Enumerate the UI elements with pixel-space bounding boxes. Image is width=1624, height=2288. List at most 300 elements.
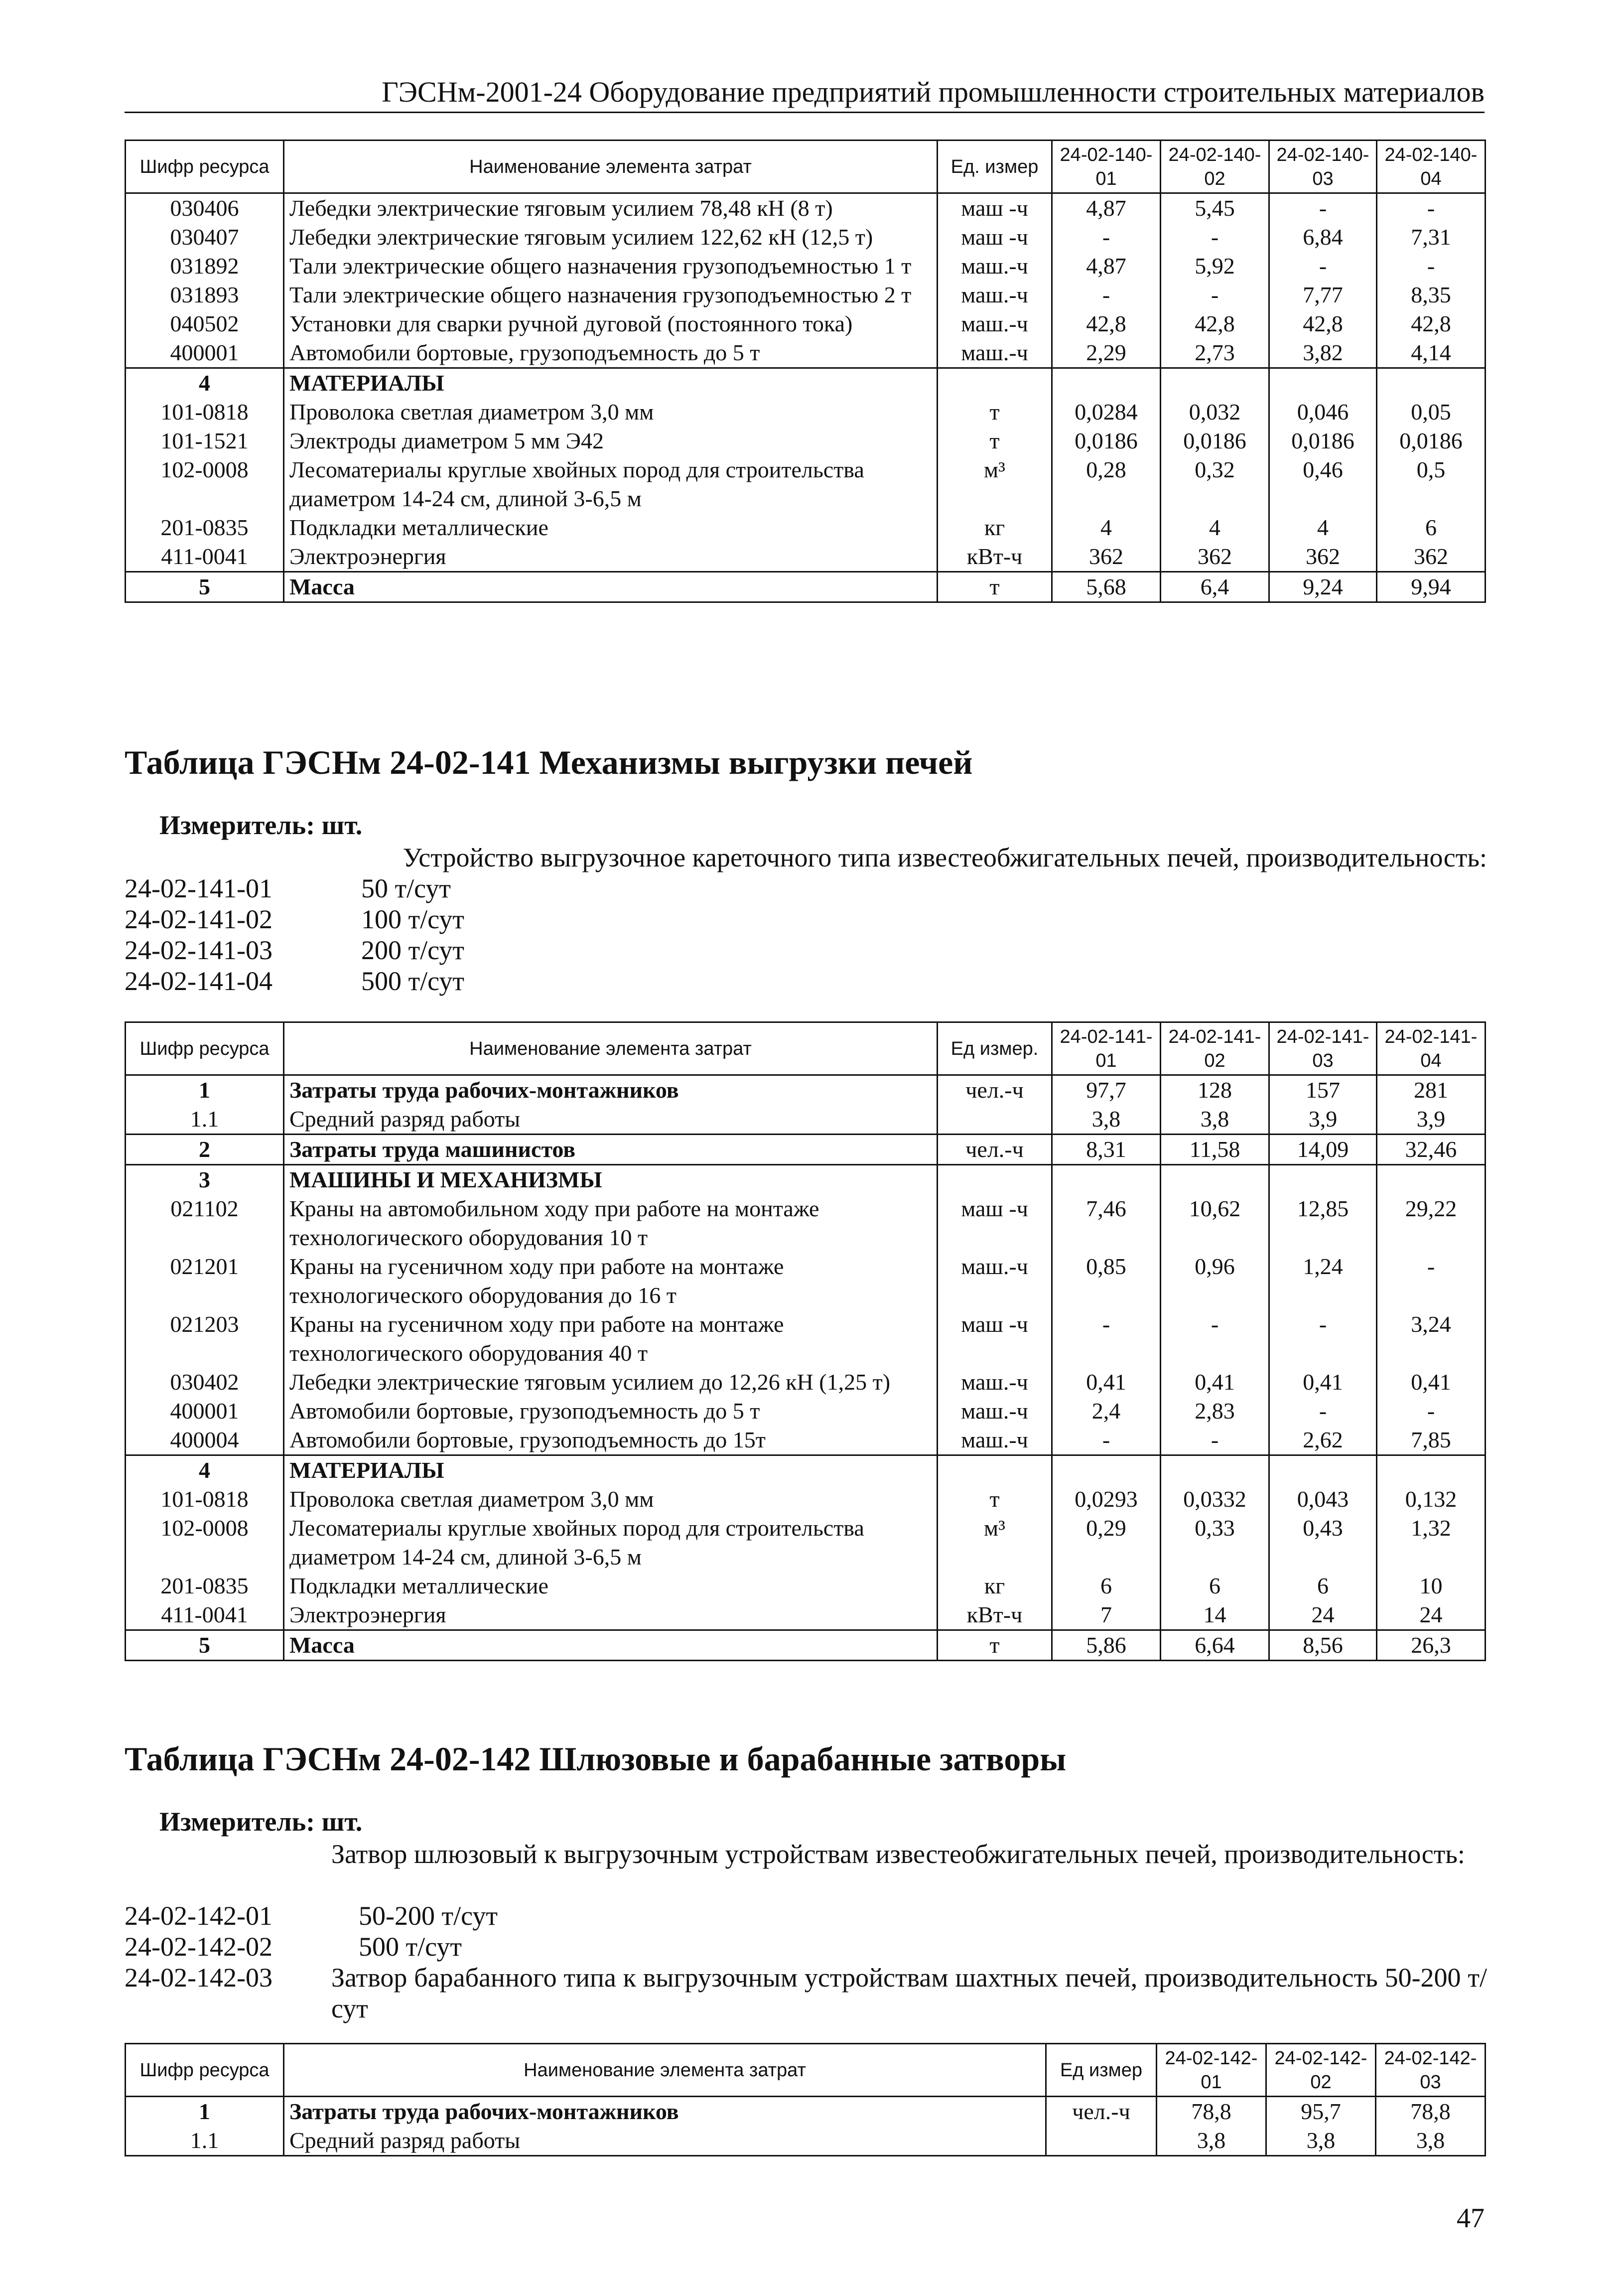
header-cell: 24-02-140-01 (1052, 141, 1161, 193)
value-cell: 0,046 (1269, 398, 1377, 427)
cost-element-name: МАТЕРИАЛЫ (284, 1455, 938, 1485)
value-cell: - (1377, 252, 1486, 281)
unit-cell (938, 368, 1052, 398)
resource-code: 101-0818 (126, 398, 284, 427)
table-row (126, 1075, 1486, 1105)
value-cell: 0,85 (1052, 1252, 1161, 1310)
variant-item (125, 1962, 1487, 2024)
unit-cell: маш.-ч (938, 1426, 1052, 1455)
table-row (126, 368, 1486, 398)
cost-element-name: Затраты труда рабочих-монтажников (284, 2097, 1046, 2127)
resource-code: 1.1 (126, 1105, 284, 1135)
value-cell: 4 (1052, 513, 1161, 542)
header-cell: 24-02-142-03 (1376, 2044, 1486, 2097)
resource-code: 031892 (126, 252, 284, 281)
value-cell: 24 (1269, 1600, 1377, 1630)
header-cell: Шифр ресурса (126, 141, 284, 193)
value-cell: 0,96 (1161, 1252, 1269, 1310)
variant-text: Затвор барабанного типа к выгрузочным устройствам шахтных печей, производительность 50-200 т/сут (331, 1963, 1487, 2023)
value-cell: - (1269, 1310, 1377, 1368)
unit-cell (938, 1455, 1052, 1485)
unit-cell: маш.-ч (938, 1397, 1052, 1426)
unit-cell (1046, 2126, 1157, 2156)
value-cell: 1,32 (1377, 1514, 1486, 1572)
value-cell: 5,68 (1052, 572, 1161, 602)
table-row (126, 427, 1486, 455)
value-cell: 1,24 (1269, 1252, 1377, 1310)
resource-code: 400001 (126, 338, 284, 368)
value-cell: 32,46 (1377, 1135, 1486, 1165)
cost-element-name: Автомобили бортовые, грузоподъемность до 5 т (284, 1397, 938, 1426)
value-cell: 3,8 (1266, 2126, 1376, 2156)
value-cell: 8,35 (1377, 281, 1486, 309)
resource-code: 1.1 (126, 2126, 284, 2156)
value-cell: - (1269, 252, 1377, 281)
variant-text: 500 т/сут (359, 1932, 462, 1962)
value-cell: 0,0293 (1052, 1485, 1161, 1514)
value-cell: 29,22 (1377, 1194, 1486, 1252)
meter-value: шт. (321, 810, 363, 840)
table-row (126, 455, 1486, 513)
unit-cell (938, 1165, 1052, 1195)
unit-cell: маш -ч (938, 1310, 1052, 1368)
unit-cell: т (938, 572, 1052, 602)
unit-cell: кВт-ч (938, 542, 1052, 572)
cost-element-name: МАТЕРИАЛЫ (284, 368, 938, 398)
table-row (126, 1572, 1486, 1600)
unit-cell: т (938, 427, 1052, 455)
value-cell: 42,8 (1052, 309, 1161, 338)
resource-code: 3 (126, 1165, 284, 1195)
value-cell: 0,132 (1377, 1485, 1486, 1514)
table-row (126, 309, 1486, 338)
value-cell: - (1052, 281, 1161, 309)
value-cell: 14 (1161, 1600, 1269, 1630)
resource-code: 040502 (126, 309, 284, 338)
resource-code: 400001 (126, 1397, 284, 1426)
variant-item (125, 1900, 1487, 1931)
resource-code: 1 (126, 1075, 284, 1105)
unit-cell: кг (938, 1572, 1052, 1600)
value-cell: 0,41 (1377, 1368, 1486, 1397)
cost-element-name: Подкладки металлические (284, 513, 938, 542)
resource-code: 021203 (126, 1310, 284, 1368)
resource-code: 4 (126, 368, 284, 398)
value-cell: 3,9 (1377, 1105, 1486, 1135)
table-row (126, 223, 1486, 252)
value-cell: 0,32 (1161, 455, 1269, 513)
resource-table-142 (125, 2043, 1486, 2156)
table-row (126, 1368, 1486, 1397)
value-cell: 0,28 (1052, 455, 1161, 513)
value-cell: 0,0186 (1052, 427, 1161, 455)
variant-code: 24-02-142-03 (125, 1963, 272, 1993)
header-cell: Наименование элемента затрат (284, 2044, 1046, 2097)
value-cell: 9,94 (1377, 572, 1486, 602)
unit-cell: маш.-ч (938, 252, 1052, 281)
variant-text: 200 т/сут (361, 935, 464, 965)
resource-code: 2 (126, 1135, 284, 1165)
resource-code: 400004 (126, 1426, 284, 1455)
cost-element-name: Установки для сварки ручной дуговой (постоянного тока) (284, 309, 938, 338)
value-cell: 2,73 (1161, 338, 1269, 368)
running-header: ГЭСНм-2001-24 Оборудование предприятий промышленности строительных материалов (125, 75, 1485, 113)
value-cell: - (1161, 1426, 1269, 1455)
table-title-142: Таблица ГЭСНм 24-02-142 Шлюзовые и барабанные затворы (125, 1740, 1067, 1778)
table-title-141: Таблица ГЭСНм 24-02-141 Механизмы выгрузки печей (125, 743, 973, 781)
cost-element-name: Тали электрические общего назначения грузоподъемностью 1 т (284, 252, 938, 281)
unit-cell: т (938, 1485, 1052, 1514)
value-cell: 42,8 (1269, 309, 1377, 338)
value-cell: 3,24 (1377, 1310, 1486, 1368)
value-cell: - (1161, 223, 1269, 252)
table-row (126, 1514, 1486, 1572)
resource-code: 101-1521 (126, 427, 284, 455)
resource-code: 201-0835 (126, 1572, 284, 1600)
unit-cell: чел.-ч (938, 1075, 1052, 1105)
cost-element-name: Краны на автомобильном ходу при работе на монтаже технологического оборудования 10 т (284, 1194, 938, 1252)
resource-code: 030406 (126, 193, 284, 223)
value-cell: - (1377, 1252, 1486, 1310)
value-cell: 7 (1052, 1600, 1161, 1630)
value-cell: 4 (1161, 513, 1269, 542)
value-cell: 12,85 (1269, 1194, 1377, 1252)
value-cell (1377, 1165, 1486, 1195)
variant-item (125, 873, 464, 904)
cost-element-name: Тали электрические общего назначения грузоподъемностью 2 т (284, 281, 938, 309)
description-142: Затвор шлюзовый к выгрузочным устройствам известеобжигательных печей, производительность: (331, 1839, 1465, 1869)
value-cell: 2,83 (1161, 1397, 1269, 1426)
resource-code: 030407 (126, 223, 284, 252)
cost-element-name: МАШИНЫ И МЕХАНИЗМЫ (284, 1165, 938, 1195)
cost-element-name: Лесоматериалы круглые хвойных пород для строительства диаметром 14-24 см, длиной 3-6,5 м (284, 455, 938, 513)
table-row (126, 1600, 1486, 1630)
resource-code: 021201 (126, 1252, 284, 1310)
table-row (126, 1397, 1486, 1426)
value-cell: 0,5 (1377, 455, 1486, 513)
unit-cell: кг (938, 513, 1052, 542)
value-cell (1269, 1455, 1377, 1485)
table-row (126, 542, 1486, 572)
variant-item (125, 904, 464, 935)
resource-code: 102-0008 (126, 1514, 284, 1572)
table-row (126, 252, 1486, 281)
variant-text: 500 т/сут (361, 966, 464, 996)
cost-element-name: Автомобили бортовые, грузоподъемность до 15т (284, 1426, 938, 1455)
value-cell: 0,33 (1161, 1514, 1269, 1572)
variant-list-142 (125, 1900, 1487, 2024)
table-row (126, 1426, 1486, 1455)
value-cell: 10,62 (1161, 1194, 1269, 1252)
value-cell: 362 (1161, 542, 1269, 572)
header-cell: Ед. измер (938, 141, 1052, 193)
variant-text: 100 т/сут (361, 904, 464, 934)
table-row (126, 2126, 1486, 2156)
unit-cell: м³ (938, 455, 1052, 513)
cost-element-name: Масса (284, 1630, 938, 1661)
header-cell: Шифр ресурса (126, 2044, 284, 2097)
resource-code: 030402 (126, 1368, 284, 1397)
header-cell: Шифр ресурса (126, 1022, 284, 1075)
header-cell: 24-02-142-02 (1266, 2044, 1376, 2097)
value-cell: 362 (1052, 542, 1161, 572)
variant-text: 50 т/сут (361, 873, 451, 903)
value-cell: - (1377, 193, 1486, 223)
header-cell: 24-02-141-03 (1269, 1022, 1377, 1075)
table-row (126, 1485, 1486, 1514)
unit-cell: маш.-ч (938, 1252, 1052, 1310)
value-cell: 9,24 (1269, 572, 1377, 602)
value-cell: 6 (1377, 513, 1486, 542)
cost-element-name: Средний разряд работы (284, 1105, 938, 1135)
value-cell (1377, 1455, 1486, 1485)
value-cell: 3,8 (1157, 2126, 1266, 2156)
value-cell: 3,8 (1376, 2126, 1486, 2156)
value-cell: 0,43 (1269, 1514, 1377, 1572)
header-cell: 24-02-140-04 (1377, 141, 1486, 193)
cost-element-name: Краны на гусеничном ходу при работе на монтаже технологического оборудования до 16 т (284, 1252, 938, 1310)
cost-element-name: Краны на гусеничном ходу при работе на монтаже технологического оборудования 40 т (284, 1310, 938, 1368)
unit-cell: кВт-ч (938, 1600, 1052, 1630)
value-cell (1269, 1165, 1377, 1195)
unit-cell: маш.-ч (938, 338, 1052, 368)
value-cell: 4,87 (1052, 252, 1161, 281)
resource-code: 5 (126, 572, 284, 602)
header-cell: 24-02-141-02 (1161, 1022, 1269, 1075)
meter-142 (159, 1806, 362, 1837)
value-cell: - (1052, 223, 1161, 252)
value-cell: 42,8 (1161, 309, 1269, 338)
unit-cell: маш.-ч (938, 1368, 1052, 1397)
value-cell: 10 (1377, 1572, 1486, 1600)
value-cell: 0,29 (1052, 1514, 1161, 1572)
cost-element-name: Лебедки электрические тяговым усилием 78,48 кН (8 т) (284, 193, 938, 223)
cost-element-name: Масса (284, 572, 938, 602)
table-row (126, 1455, 1486, 1485)
value-cell: - (1161, 1310, 1269, 1368)
value-cell: - (1052, 1426, 1161, 1455)
value-cell: - (1052, 1310, 1161, 1368)
value-cell: 157 (1269, 1075, 1377, 1105)
value-cell: 0,0332 (1161, 1485, 1269, 1514)
value-cell: 2,29 (1052, 338, 1161, 368)
header-cell: 24-02-142-01 (1157, 2044, 1266, 2097)
table-row (126, 1194, 1486, 1252)
page-number: 47 (1457, 2203, 1485, 2234)
value-cell: 7,85 (1377, 1426, 1486, 1455)
value-cell: 3,9 (1269, 1105, 1377, 1135)
value-cell: 0,05 (1377, 398, 1486, 427)
value-cell: 14,09 (1269, 1135, 1377, 1165)
table-row (126, 193, 1486, 223)
value-cell: 281 (1377, 1075, 1486, 1105)
variant-code: 24-02-142-01 (125, 1901, 272, 1931)
table-row (126, 1135, 1486, 1165)
value-cell: 3,82 (1269, 338, 1377, 368)
variant-code: 24-02-141-01 (125, 873, 272, 903)
header-cell: Ед измер. (938, 1022, 1052, 1075)
value-cell: 6 (1161, 1572, 1269, 1600)
value-cell: 11,58 (1161, 1135, 1269, 1165)
value-cell: 3,8 (1161, 1105, 1269, 1135)
value-cell: 42,8 (1377, 309, 1486, 338)
value-cell: 26,3 (1377, 1630, 1486, 1661)
value-cell: 6,84 (1269, 223, 1377, 252)
value-cell: 8,31 (1052, 1135, 1161, 1165)
value-cell (1052, 368, 1161, 398)
resource-code: 5 (126, 1630, 284, 1661)
header-cell: Наименование элемента затрат (284, 141, 938, 193)
value-cell: 2,4 (1052, 1397, 1161, 1426)
variant-code: 24-02-141-02 (125, 904, 272, 934)
header-cell: Ед измер (1046, 2044, 1157, 2097)
cost-element-name: Проволока светлая диаметром 3,0 мм (284, 1485, 938, 1514)
table-row (126, 1252, 1486, 1310)
value-cell: 95,7 (1266, 2097, 1376, 2127)
value-cell: 0,41 (1161, 1368, 1269, 1397)
cost-element-name: Лебедки электрические тяговым усилием до 12,26 кН (1,25 т) (284, 1368, 938, 1397)
resource-code: 101-0818 (126, 1485, 284, 1514)
value-cell: 97,7 (1052, 1075, 1161, 1105)
resource-code: 201-0835 (126, 513, 284, 542)
value-cell: 6,64 (1161, 1630, 1269, 1661)
value-cell: 78,8 (1376, 2097, 1486, 2127)
value-cell: - (1161, 281, 1269, 309)
variant-code: 24-02-141-03 (125, 935, 272, 965)
cost-element-name: Электроды диаметром 5 мм Э42 (284, 427, 938, 455)
meter-label: Измеритель: (159, 810, 315, 840)
resource-code: 021102 (126, 1194, 284, 1252)
table-row (126, 398, 1486, 427)
header-cell: 24-02-141-04 (1377, 1022, 1486, 1075)
value-cell: - (1377, 1397, 1486, 1426)
cost-element-name: Лесоматериалы круглые хвойных пород для строительства диаметром 14-24 см, длиной 3-6,5 м (284, 1514, 938, 1572)
value-cell (1161, 368, 1269, 398)
value-cell: 362 (1269, 542, 1377, 572)
table-row (126, 1165, 1486, 1195)
value-cell: 0,0186 (1269, 427, 1377, 455)
table-row (126, 281, 1486, 309)
header-cell: 24-02-140-02 (1161, 141, 1269, 193)
value-cell (1377, 368, 1486, 398)
variant-item (125, 935, 464, 966)
value-cell (1161, 1165, 1269, 1195)
value-cell: 0,0186 (1161, 427, 1269, 455)
table-row (126, 1630, 1486, 1661)
header-cell: Наименование элемента затрат (284, 1022, 938, 1075)
value-cell (1161, 1455, 1269, 1485)
cost-element-name: Подкладки металлические (284, 1572, 938, 1600)
unit-cell: маш.-ч (938, 309, 1052, 338)
resource-code: 1 (126, 2097, 284, 2127)
meter-value: шт. (321, 1807, 363, 1837)
cost-element-name: Затраты труда рабочих-монтажников (284, 1075, 938, 1105)
value-cell: 362 (1377, 542, 1486, 572)
meter-label: Измеритель: (159, 1807, 315, 1837)
table-row (126, 1310, 1486, 1368)
cost-element-name: Электроэнергия (284, 1600, 938, 1630)
variant-code: 24-02-141-04 (125, 966, 272, 996)
unit-cell (938, 1105, 1052, 1135)
value-cell: 4 (1269, 513, 1377, 542)
value-cell: 0,46 (1269, 455, 1377, 513)
resource-table-140 (125, 140, 1486, 603)
description-141: Устройство выгрузочное кареточного типа известеобжигательных печей, производительность: (403, 843, 1487, 872)
value-cell: 0,0186 (1377, 427, 1486, 455)
cost-element-name: Затраты труда машинистов (284, 1135, 938, 1165)
value-cell: 3,8 (1052, 1105, 1161, 1135)
unit-cell: т (938, 398, 1052, 427)
value-cell: 0,043 (1269, 1485, 1377, 1514)
value-cell: 0,41 (1269, 1368, 1377, 1397)
value-cell: 78,8 (1157, 2097, 1266, 2127)
value-cell: 7,46 (1052, 1194, 1161, 1252)
value-cell: 5,92 (1161, 252, 1269, 281)
value-cell (1269, 368, 1377, 398)
header-cell: 24-02-140-03 (1269, 141, 1377, 193)
unit-cell: м³ (938, 1514, 1052, 1572)
value-cell: 4,14 (1377, 338, 1486, 368)
unit-cell: маш.-ч (938, 281, 1052, 309)
cost-element-name: Средний разряд работы (284, 2126, 1046, 2156)
value-cell: 0,0284 (1052, 398, 1161, 427)
table-row (126, 513, 1486, 542)
variant-code: 24-02-142-02 (125, 1932, 272, 1962)
unit-cell: маш -ч (938, 223, 1052, 252)
resource-code: 411-0041 (126, 1600, 284, 1630)
meter-141 (159, 810, 362, 841)
cost-element-name: Лебедки электрические тяговым усилием 122,62 кН (12,5 т) (284, 223, 938, 252)
table-row (126, 1105, 1486, 1135)
value-cell: - (1269, 193, 1377, 223)
value-cell: 7,31 (1377, 223, 1486, 252)
table-row (126, 2097, 1486, 2127)
value-cell: 2,62 (1269, 1426, 1377, 1455)
unit-cell: чел.-ч (938, 1135, 1052, 1165)
value-cell (1052, 1455, 1161, 1485)
variant-item (125, 1931, 1487, 1962)
unit-cell: чел.-ч (1046, 2097, 1157, 2127)
value-cell: 6 (1052, 1572, 1161, 1600)
header-cell: 24-02-141-01 (1052, 1022, 1161, 1075)
resource-code: 102-0008 (126, 455, 284, 513)
value-cell: 5,45 (1161, 193, 1269, 223)
value-cell: 4,87 (1052, 193, 1161, 223)
value-cell: 5,86 (1052, 1630, 1161, 1661)
value-cell: 6,4 (1161, 572, 1269, 602)
value-cell: - (1269, 1397, 1377, 1426)
table-row (126, 572, 1486, 602)
cost-element-name: Автомобили бортовые, грузоподъемность до 5 т (284, 338, 938, 368)
resource-table-141 (125, 1021, 1486, 1661)
resource-code: 031893 (126, 281, 284, 309)
unit-cell: маш -ч (938, 193, 1052, 223)
variant-item (125, 966, 464, 997)
variant-text: 50-200 т/сут (359, 1901, 498, 1931)
resource-code: 4 (126, 1455, 284, 1485)
table-row (126, 338, 1486, 368)
value-cell (1052, 1165, 1161, 1195)
value-cell: 128 (1161, 1075, 1269, 1105)
value-cell: 24 (1377, 1600, 1486, 1630)
value-cell: 7,77 (1269, 281, 1377, 309)
value-cell: 8,56 (1269, 1630, 1377, 1661)
cost-element-name: Проволока светлая диаметром 3,0 мм (284, 398, 938, 427)
value-cell: 6 (1269, 1572, 1377, 1600)
cost-element-name: Электроэнергия (284, 542, 938, 572)
value-cell: 0,032 (1161, 398, 1269, 427)
variant-list-141 (125, 873, 464, 997)
